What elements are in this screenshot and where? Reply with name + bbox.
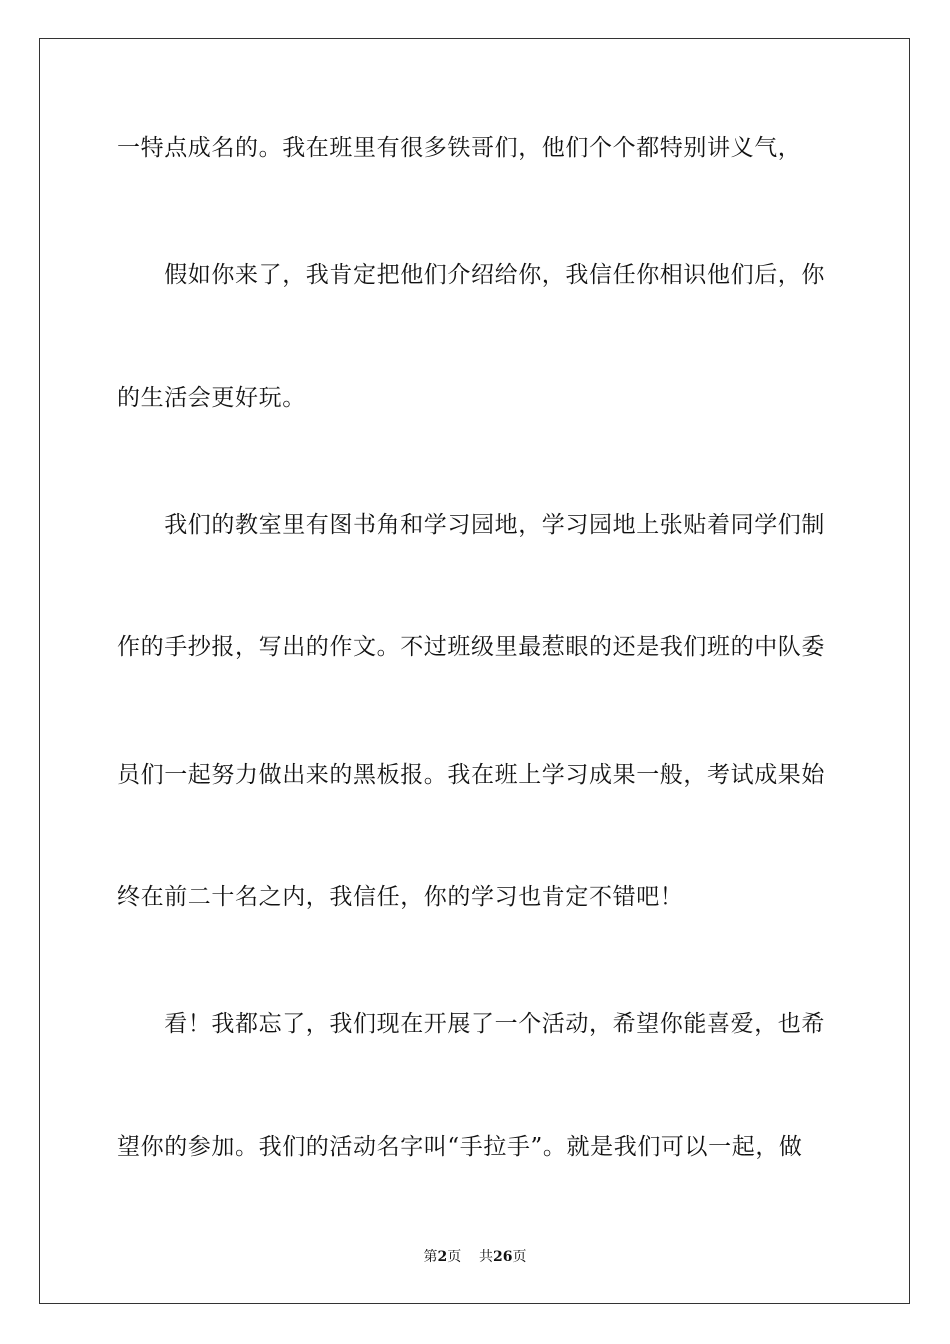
footer-total-pages: 26 xyxy=(493,1249,513,1265)
page-border xyxy=(39,38,910,1304)
footer-page-suffix: 页 xyxy=(447,1249,462,1265)
paragraph-line-6: 员们一起努力做出来的黑板报。我在班上学习成果一般，考试成果始 xyxy=(117,762,825,788)
paragraph-line-8: 看！我都忘了，我们现在开展了一个活动，希望你能喜爱，也希 xyxy=(117,1011,825,1037)
paragraph-line-1: 一特点成名的。我在班里有很多铁哥们，他们个个都特别讲义气， xyxy=(117,135,802,161)
paragraph-line-9: 望你的参加。我们的活动名字叫“手拉手”。就是我们可以一起，做 xyxy=(117,1134,803,1160)
paragraph-line-3: 的生活会更好玩。 xyxy=(117,385,306,411)
footer-page-number: 2 xyxy=(437,1249,448,1265)
footer-total-suffix: 页 xyxy=(512,1249,527,1265)
footer-total-prefix: 共 xyxy=(479,1249,494,1265)
paragraph-line-2: 假如你来了，我肯定把他们介绍给你，我信任你相识他们后，你 xyxy=(117,262,825,288)
footer-page-prefix: 第 xyxy=(423,1249,438,1265)
paragraph-line-4: 我们的教室里有图书角和学习园地，学习园地上张贴着同学们制 xyxy=(117,512,825,538)
paragraph-line-7: 终在前二十名之内，我信任，你的学习也肯定不错吧！ xyxy=(117,884,684,910)
page-footer xyxy=(0,1248,950,1266)
paragraph-line-5: 作的手抄报，写出的作文。不过班级里最惹眼的还是我们班的中队委 xyxy=(117,634,825,660)
